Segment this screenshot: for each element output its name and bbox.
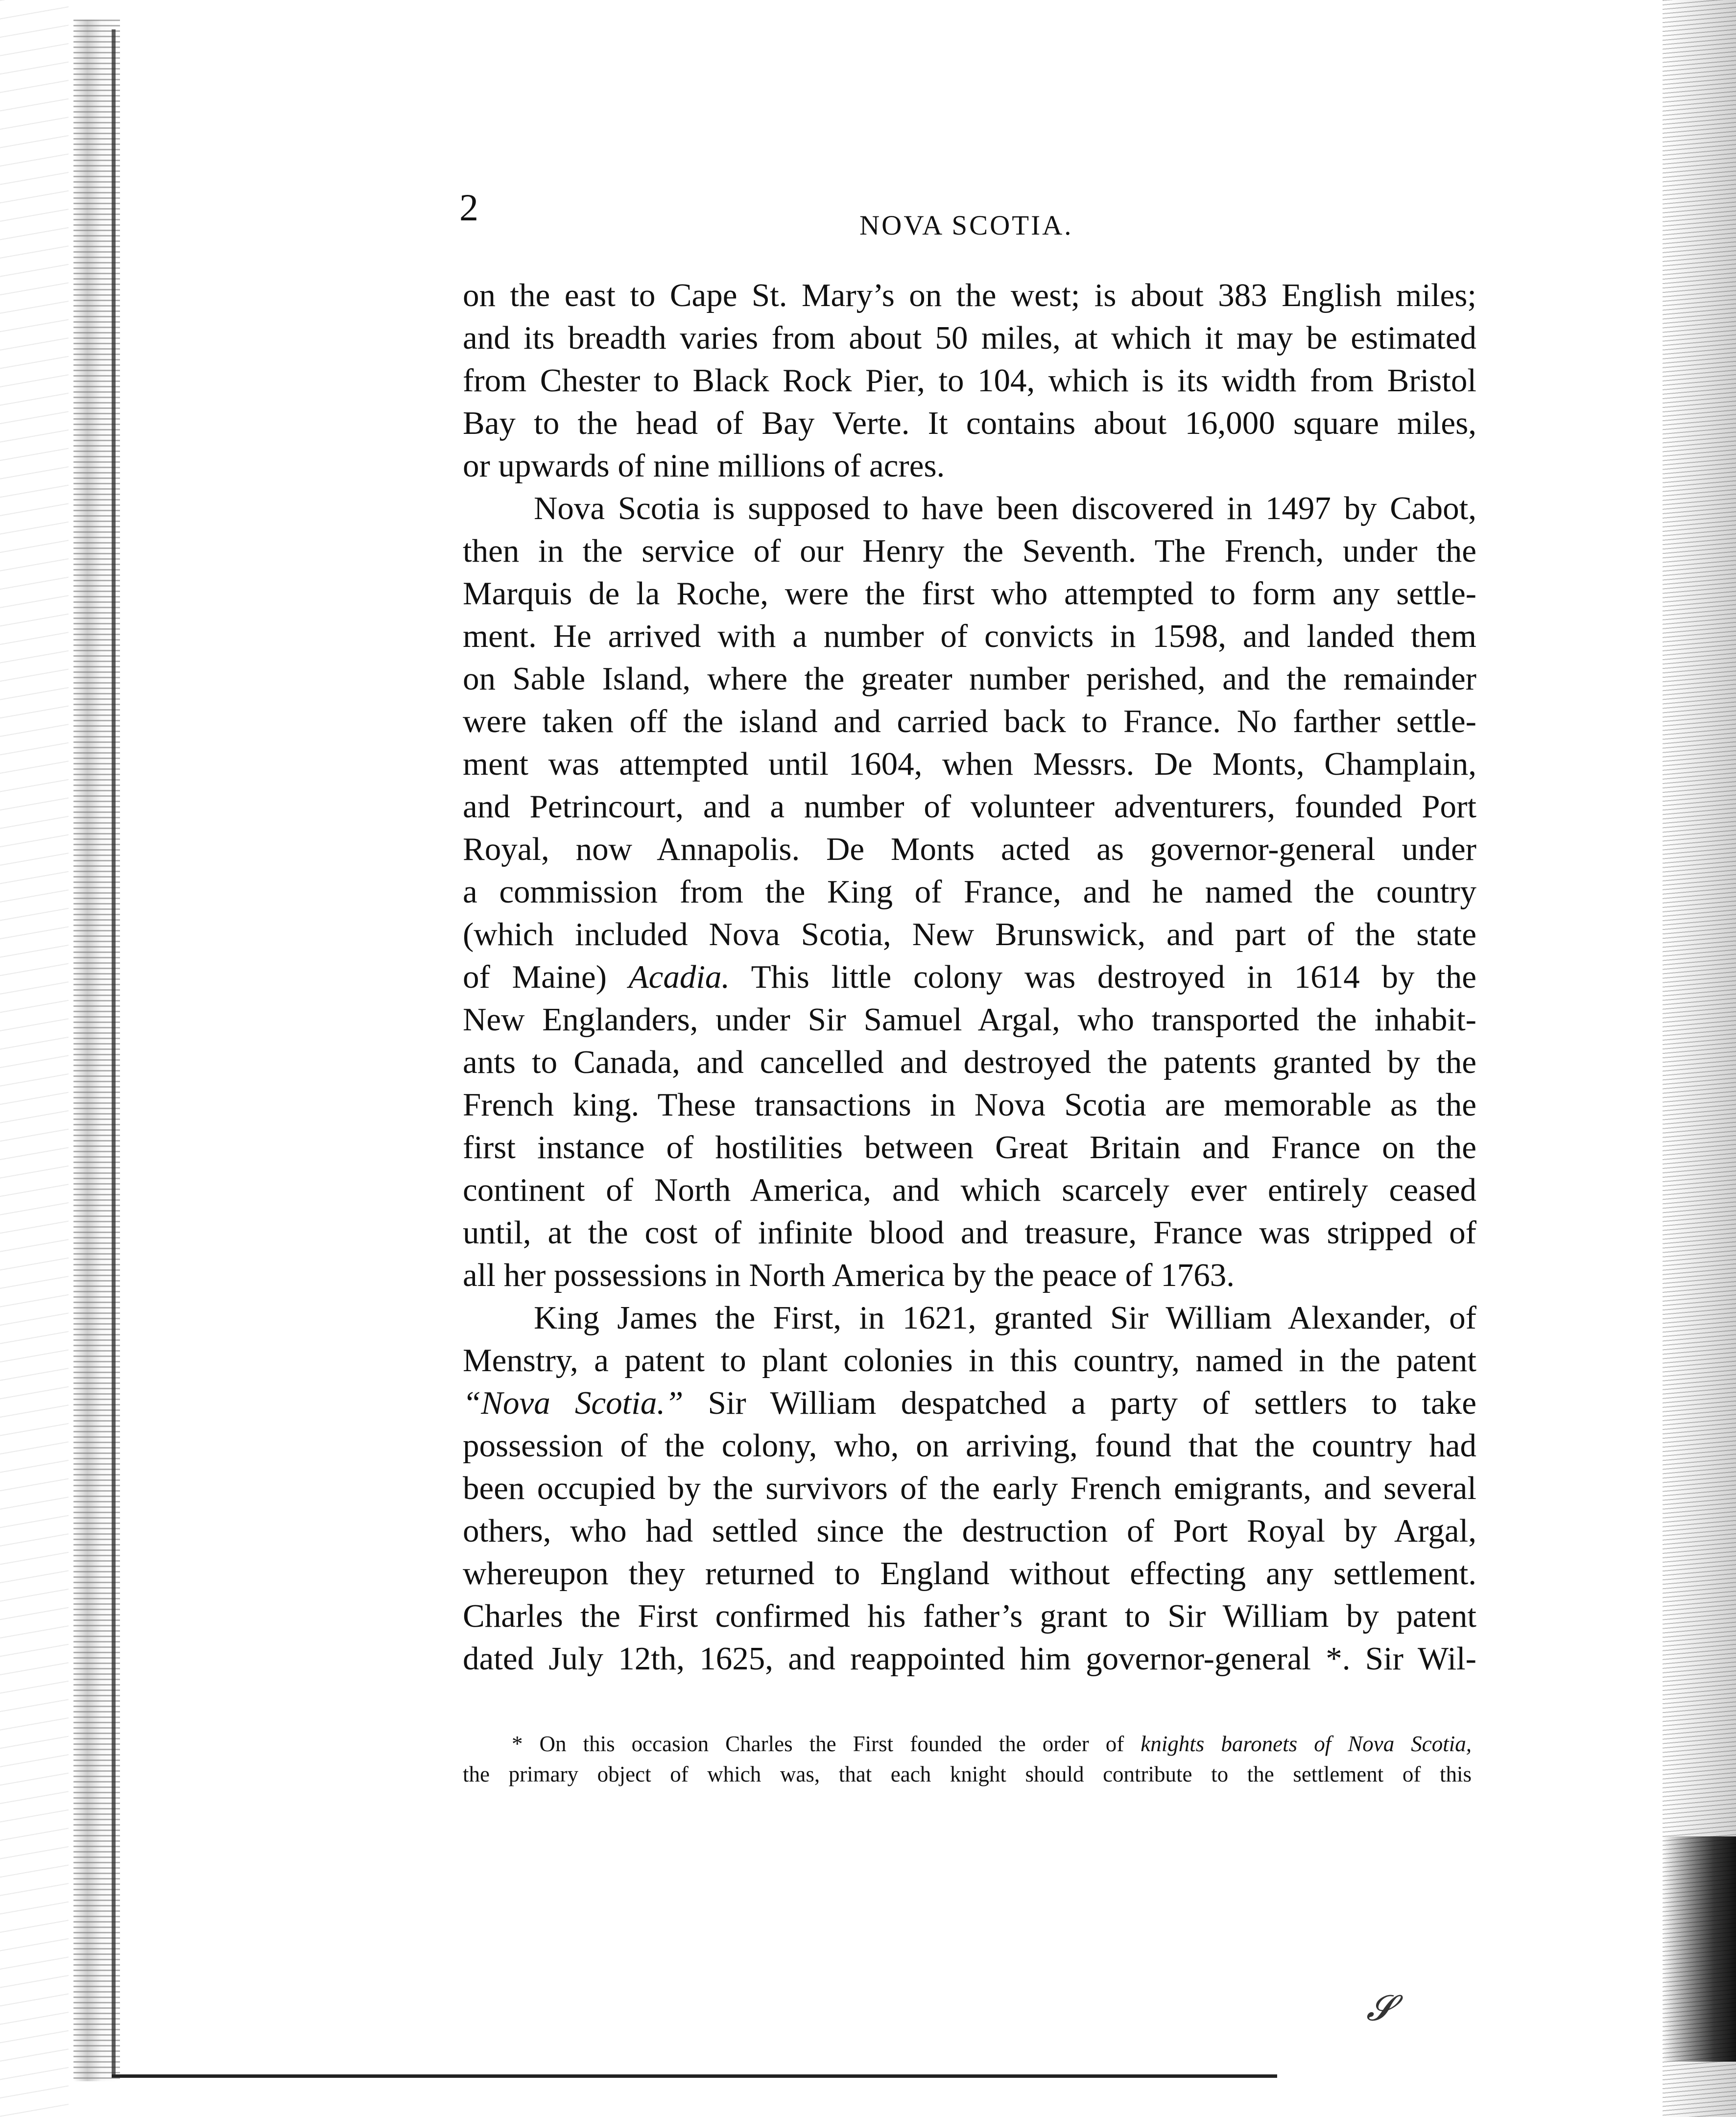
- text-line: on the east to Cape St. Mary’s on the west; is about 383 English miles;: [463, 277, 1476, 313]
- italic-term-acadia: Acadia.: [628, 959, 730, 995]
- handwritten-mark-icon: 𝓢: [1366, 1989, 1394, 2028]
- text-line: King James the First, in 1621, granted Sir William Alexander, of: [534, 1300, 1476, 1336]
- text-line: Bay to the head of Bay Verte. It contains about 16,000 square miles,: [463, 405, 1476, 441]
- text-line: and Petrincourt, and a number of volunteer adventurers, founded Port: [463, 788, 1476, 825]
- running-head: NOVA SCOTIA.: [859, 210, 1073, 241]
- italic-term-knights-baronets: knights baronets of Nova Scotia,: [1141, 1732, 1472, 1756]
- text-line: others, who had settled since the destruction of Port Royal by Argal,: [463, 1513, 1476, 1549]
- text-fragment: * On this occasion Charles the First founded the order of: [512, 1732, 1124, 1756]
- text-line: been occupied by the survivors of the early French emigrants, and several: [463, 1470, 1476, 1506]
- page-edge-right-shadow: [1663, 1836, 1736, 2062]
- footnote-line: the primary object of which was, that each knight should contribute to the settlement of this: [463, 1762, 1472, 1786]
- text-line: ment. He arrived with a number of convicts in 1598, and landed them: [463, 618, 1476, 654]
- text-line: continent of North America, and which scarcely ever entirely ceased: [463, 1172, 1476, 1208]
- text-line: French king. These transactions in Nova Scotia are memorable as the: [463, 1087, 1476, 1123]
- text-line: until, at the cost of infinite blood and treasure, France was stripped of: [463, 1214, 1476, 1251]
- text-line: and its breadth varies from about 50 miles, at which it may be estimated: [463, 320, 1476, 356]
- scan-speckle-left: [0, 0, 69, 2117]
- text-line: Nova Scotia is supposed to have been discovered in 1497 by Cabot,: [534, 490, 1476, 526]
- text-line: New Englanders, under Sir Samuel Argal, who transported the inhabit-: [463, 1001, 1476, 1038]
- text-line: on Sable Island, where the greater number perished, and the remainder: [463, 661, 1476, 697]
- text-line: ants to Canada, and cancelled and destroyed the patents granted by the: [463, 1044, 1476, 1080]
- text-line: dated July 12th, 1625, and reappointed him governor-general *. Sir Wil-: [463, 1641, 1476, 1677]
- footnote: [463, 1729, 1472, 1789]
- text-line: or upwards of nine millions of acres.: [463, 448, 945, 484]
- text-line: were taken off the island and carried back to France. No farther settle-: [463, 703, 1476, 739]
- text-line: then in the service of our Henry the Seventh. The French, under the: [463, 533, 1476, 569]
- text-line: all her possessions in North America by the peace of 1763.: [463, 1257, 1235, 1293]
- text-line: first instance of hostilities between Great Britain and France on the: [463, 1129, 1476, 1166]
- text-line: from Chester to Black Rock Pier, to 104, which is its width from Bristol: [463, 362, 1476, 399]
- text-line: a commission from the King of France, and he named the country: [463, 874, 1476, 910]
- page-bottom-edge: [112, 2074, 1277, 2078]
- text-fragment: of Maine): [463, 959, 607, 995]
- text-fragment: This little colony was destroyed in 1614 by the: [751, 959, 1476, 995]
- italic-term-nova-scotia: “Nova Scotia.”: [463, 1385, 684, 1421]
- text-line: Charles the First confirmed his father’s grant to Sir William by patent: [463, 1598, 1476, 1634]
- text-line: ment was attempted until 1604, when Messrs. De Monts, Champlain,: [463, 746, 1476, 782]
- text-line: whereupon they returned to England without effecting any settlement.: [463, 1555, 1476, 1592]
- text-line-acadia: [463, 956, 1476, 999]
- text-line: possession of the colony, who, on arriving, found that the country had: [463, 1427, 1476, 1464]
- page-edge-right: [1663, 0, 1736, 2117]
- text-line: Royal, now Annapolis. De Monts acted as governor-general under: [463, 831, 1476, 867]
- text-line: Marquis de la Roche, were the first who attempted to form any settle-: [463, 575, 1476, 612]
- book-spine-line: [112, 29, 116, 2076]
- text-line: Menstry, a patent to plant colonies in this country, named in the patent: [463, 1342, 1476, 1379]
- footnote-line: [463, 1729, 1472, 1759]
- page-number: 2: [459, 186, 478, 229]
- text-line: (which included Nova Scotia, New Brunswick, and part of the state: [463, 916, 1476, 952]
- text-fragment: Sir William despatched a party of settlers to take: [708, 1385, 1477, 1421]
- text-line-nova-scotia: [463, 1382, 1476, 1425]
- body-text: [463, 274, 1476, 1680]
